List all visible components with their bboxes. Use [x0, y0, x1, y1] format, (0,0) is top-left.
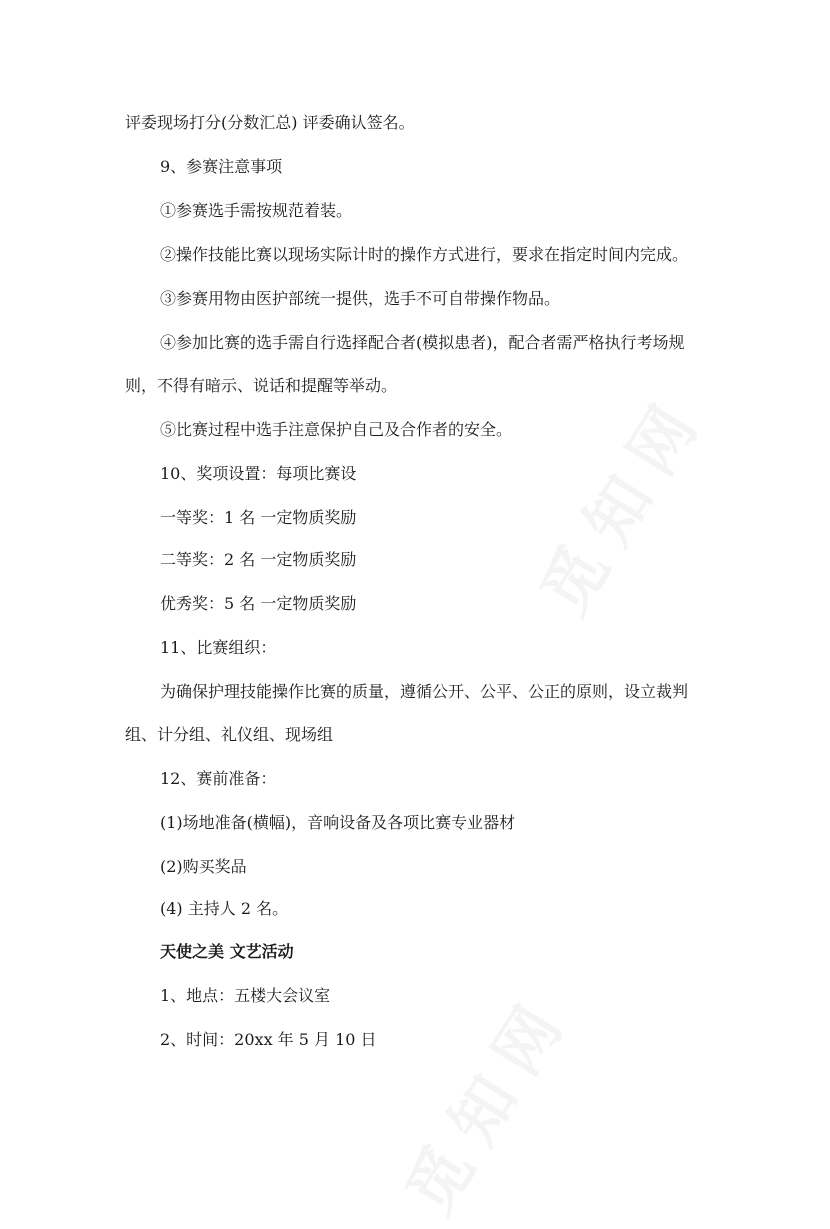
text-line: (4) 主持人 2 名。 — [160, 899, 289, 918]
text-line: (1)场地准备(横幅)，音响设备及各项比赛专业器材 — [160, 813, 516, 832]
text-line: 则，不得有暗示、说话和提醒等举动。 — [125, 376, 398, 395]
section-heading: 11、比赛组织： — [160, 638, 277, 657]
section-heading: 12、赛前准备： — [160, 769, 277, 788]
watermark — [380, 971, 588, 1228]
text-line: ⑤比赛过程中选手注意保护自己及合作者的安全。 — [160, 420, 513, 439]
text-line: 为确保护理技能操作比赛的质量，遵循公开、公平、公正的原则，设立裁判 — [160, 682, 689, 701]
text-line: 一等奖：1 名 一定物质奖励 — [160, 508, 357, 527]
text-line: ④参加比赛的选手需自行选择配合者(模拟患者)，配合者需严格执行考场规 — [160, 333, 685, 352]
section-heading: 9、参赛注意事项 — [160, 157, 283, 176]
text-line: 优秀奖：5 名 一定物质奖励 — [160, 594, 357, 613]
text-line: 二等奖：2 名 一定物质奖励 — [160, 550, 357, 569]
text-line: ②操作技能比赛以现场实际计时的操作方式进行，要求在指定时间内完成。 — [160, 245, 689, 264]
watermark — [515, 371, 723, 628]
text-line: ①参赛选手需按规范着装。 — [160, 201, 353, 220]
text-line: 2、时间：20xx 年 5 月 10 日 — [160, 1030, 377, 1049]
section-title: 天使之美 文艺活动 — [160, 942, 294, 961]
text-line: 组、计分组、礼仪组、现场组 — [125, 725, 334, 744]
text-line: 1、地点：五楼大会议室 — [160, 986, 331, 1005]
section-heading: 10、奖项设置：每项比赛设 — [160, 464, 357, 483]
text-line: (2)购买奖品 — [160, 857, 247, 876]
text-line: 评委现场打分(分数汇总) 评委确认签名。 — [125, 113, 415, 132]
text-line: ③参赛用物由医护部统一提供，选手不可自带操作物品。 — [160, 289, 561, 308]
